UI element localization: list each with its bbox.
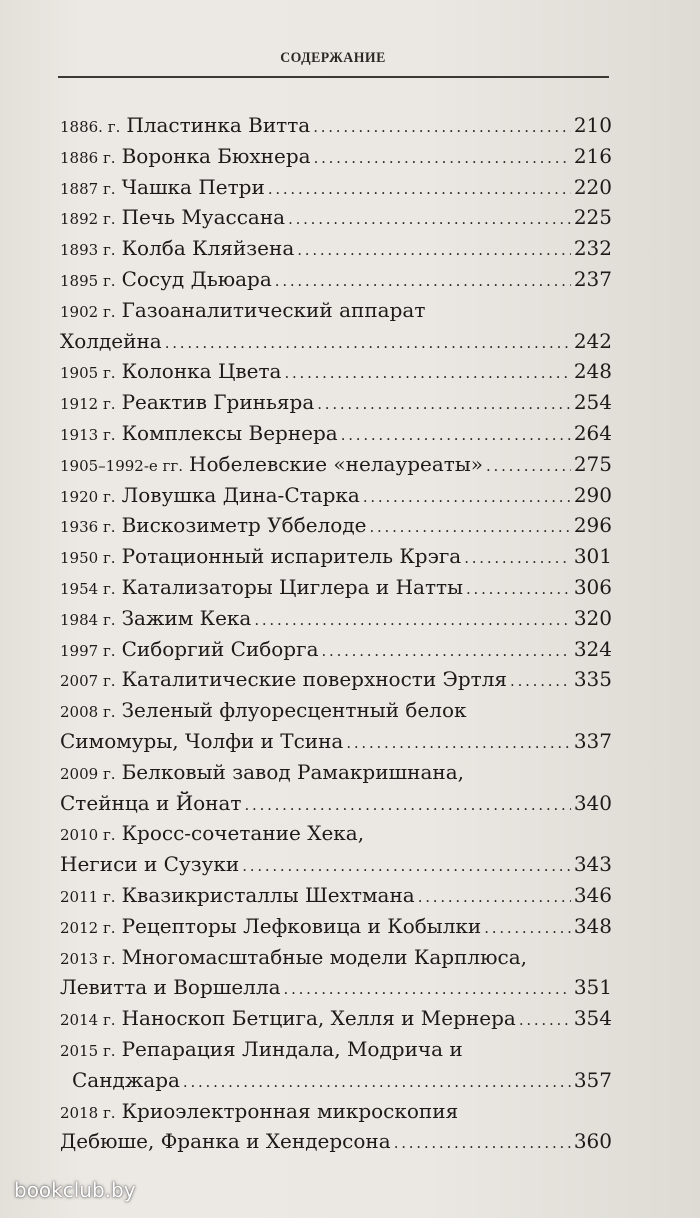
- toc-line: [60, 818, 612, 849]
- toc-page-number: 351: [573, 975, 612, 1000]
- toc-line: [60, 449, 612, 480]
- toc-line: [60, 172, 612, 203]
- toc-line: [60, 634, 612, 665]
- toc-year: 1913 г.: [60, 425, 116, 444]
- toc-title: Пластинка Витта: [126, 113, 311, 137]
- toc-line: [60, 233, 612, 264]
- toc-title: Сосуд Дьюара: [121, 266, 272, 291]
- dot-leader: [510, 666, 571, 697]
- dot-leader: [254, 605, 570, 636]
- toc-entry: [60, 942, 612, 1004]
- toc-entry: [60, 664, 612, 695]
- toc-title: Холдейна: [60, 328, 162, 353]
- toc-year: 1905 г.: [60, 364, 116, 383]
- dot-leader: [268, 174, 571, 205]
- toc-line: [60, 1126, 612, 1157]
- dot-leader: [284, 358, 570, 389]
- toc-page-number: 343: [573, 852, 612, 877]
- toc-line: [60, 541, 612, 572]
- dot-leader: [464, 543, 571, 574]
- toc-entry: [60, 141, 612, 172]
- toc-page-number: 354: [573, 1006, 612, 1031]
- dot-leader: [275, 266, 571, 297]
- dot-leader: [346, 728, 570, 759]
- dot-leader: [484, 913, 571, 944]
- toc-year: 1912 г.: [60, 395, 116, 414]
- toc-line: [60, 326, 612, 357]
- toc-page-number: 348: [573, 913, 612, 938]
- toc-year: 2008 г.: [60, 703, 116, 722]
- toc-page-number: 242: [573, 328, 612, 353]
- toc-title: Комплексы Вернера: [121, 420, 338, 445]
- toc-entry: [60, 911, 612, 942]
- toc-entry: [60, 572, 612, 603]
- dot-leader: [314, 143, 571, 174]
- toc-title: Белковый завод Рамакришнана,: [121, 759, 464, 784]
- toc-line: [60, 726, 612, 757]
- toc-page-number: 290: [573, 482, 612, 507]
- toc-entry: [60, 295, 612, 357]
- toc-year: 2010 г.: [60, 826, 116, 845]
- toc-entry: [60, 880, 612, 911]
- toc-line: [60, 664, 612, 695]
- toc-title: Кросс-сочетание Хека,: [121, 821, 365, 846]
- toc-entry: [60, 449, 612, 480]
- toc-line: [60, 911, 612, 942]
- toc-entry: [60, 1034, 612, 1096]
- toc-title: Наноскоп Бетцига, Хелля и Мернера: [121, 1006, 516, 1031]
- toc-title: Дебюше, Франка и Хендерсона: [60, 1129, 391, 1154]
- dot-leader: [242, 851, 571, 882]
- toc-title: Квазикристаллы Шехтмана: [121, 882, 415, 907]
- toc-page-number: 210: [573, 113, 612, 137]
- toc-line: [60, 788, 612, 819]
- dot-leader: [486, 451, 571, 482]
- toc-title: Ловушка Дина-Старка: [121, 482, 360, 507]
- toc-entry: [60, 818, 612, 880]
- toc-page-number: 340: [573, 790, 612, 815]
- dot-leader: [313, 112, 571, 143]
- toc-title: Чашка Петри: [121, 174, 265, 199]
- dot-leader: [466, 574, 571, 605]
- toc-title: Негиси и Сузуки: [60, 852, 240, 877]
- toc-year: 1936 г.: [60, 518, 116, 537]
- toc-line: [60, 1003, 612, 1034]
- toc-page-number: 337: [573, 728, 612, 753]
- dot-leader: [394, 1128, 571, 1159]
- toc-line: [60, 757, 612, 788]
- toc-page-number: 360: [573, 1129, 612, 1154]
- toc-title: Сиборгий Сиборга: [121, 636, 319, 661]
- toc-title: Санджара: [72, 1067, 180, 1092]
- dot-leader: [284, 974, 571, 1005]
- dot-leader: [519, 1005, 571, 1036]
- toc-title: Стейнца и Йонат: [60, 790, 242, 815]
- toc-page-number: 275: [573, 451, 612, 476]
- toc-entry: [60, 356, 612, 387]
- toc-line: [60, 202, 612, 233]
- toc-line: [60, 418, 612, 449]
- toc-title: Ротационный испаритель Крэга: [121, 544, 462, 569]
- toc-entry: [60, 110, 612, 141]
- toc-page-number: 220: [573, 174, 612, 199]
- toc-title: Реактив Гриньяра: [121, 390, 315, 415]
- toc-page-number: 357: [573, 1067, 612, 1092]
- toc-line: [60, 510, 612, 541]
- toc-year: 1920 г.: [60, 487, 116, 506]
- toc-line: [60, 603, 612, 634]
- toc-line: [60, 849, 612, 880]
- table-of-contents: [60, 110, 612, 1157]
- toc-page-number: 264: [573, 420, 612, 445]
- dot-leader: [165, 328, 571, 359]
- toc-year: 1997 г.: [60, 641, 116, 660]
- toc-entry: [60, 418, 612, 449]
- toc-title: Колба Кляйзена: [121, 236, 295, 261]
- toc-title: Газоаналитический аппарат: [121, 297, 426, 322]
- toc-page-number: 296: [573, 513, 612, 538]
- dot-leader: [341, 420, 571, 451]
- toc-line: [60, 880, 612, 911]
- dot-leader: [183, 1067, 571, 1098]
- toc-line: [60, 572, 612, 603]
- toc-page-number: 254: [573, 390, 612, 415]
- toc-title: Симомуры, Чолфи и Тсина: [60, 728, 344, 753]
- toc-title: Воронка Бюхнера: [121, 143, 311, 168]
- toc-page-number: 320: [573, 605, 612, 630]
- toc-title: Рецепторы Лефковица и Кобылки: [121, 913, 482, 938]
- dot-leader: [369, 512, 570, 543]
- toc-year: 2009 г.: [60, 764, 116, 783]
- toc-page-number: 306: [573, 574, 612, 599]
- toc-title: Нобелевские «нелауреаты»: [189, 451, 484, 476]
- toc-year: 2018 г.: [60, 1103, 116, 1122]
- toc-entry: [60, 510, 612, 541]
- toc-page-number: 301: [573, 544, 612, 569]
- toc-page-number: 225: [573, 205, 612, 230]
- toc-entry: [60, 202, 612, 233]
- toc-line: [60, 1034, 612, 1065]
- toc-title: Репарация Линдала, Модрича и: [121, 1036, 463, 1061]
- toc-line: [60, 356, 612, 387]
- header-rule: [58, 76, 609, 78]
- toc-year: 1905–1992-е гг.: [60, 456, 184, 475]
- toc-year: 1954 г.: [60, 579, 116, 598]
- toc-title: Многомасштабные модели Карплюса,: [121, 944, 527, 969]
- toc-page-number: 237: [573, 266, 612, 291]
- toc-year: 1892 г.: [60, 210, 116, 229]
- toc-entry: [60, 480, 612, 511]
- toc-title: Катализаторы Циглера и Натты: [121, 574, 463, 599]
- toc-page-number: 232: [573, 236, 612, 261]
- toc-year: 1886 г.: [60, 148, 116, 167]
- toc-title: Вискозиметр Уббелоде: [121, 513, 367, 538]
- toc-year: 1893 г.: [60, 241, 116, 260]
- toc-title: Левитта и Воршелла: [60, 975, 281, 1000]
- toc-entry: [60, 695, 612, 757]
- toc-entry: [60, 172, 612, 203]
- toc-line: [60, 264, 612, 295]
- toc-title: Каталитические поверхности Эртля: [121, 667, 508, 692]
- toc-line: [60, 480, 612, 511]
- toc-line: [60, 1096, 612, 1127]
- toc-title: Печь Муассана: [121, 205, 286, 230]
- toc-year: 1902 г.: [60, 302, 116, 321]
- toc-year: 1950 г.: [60, 549, 116, 568]
- toc-line: [60, 387, 612, 418]
- toc-entry: [60, 603, 612, 634]
- toc-line: [60, 942, 612, 973]
- toc-year: 2011 г.: [60, 887, 116, 906]
- watermark-text: bookclub.by: [14, 1178, 136, 1202]
- toc-entry: [60, 264, 612, 295]
- running-header: [58, 50, 608, 67]
- toc-entry: [60, 541, 612, 572]
- toc-year: 2013 г.: [60, 949, 116, 968]
- toc-year: 1887 г.: [60, 179, 116, 198]
- dot-leader: [288, 204, 571, 235]
- toc-entry: [60, 634, 612, 665]
- toc-page-number: 335: [573, 667, 612, 692]
- toc-line: [60, 110, 612, 141]
- toc-title: Колонка Цвета: [121, 359, 282, 384]
- dot-leader: [418, 882, 571, 913]
- toc-year: 1895 г.: [60, 271, 116, 290]
- toc-entry: [60, 233, 612, 264]
- dot-leader: [322, 636, 571, 667]
- toc-year: 2014 г.: [60, 1011, 116, 1030]
- toc-year: 2015 г.: [60, 1041, 116, 1060]
- toc-line: [60, 972, 612, 1003]
- toc-entry: [60, 1096, 612, 1158]
- toc-page-number: 324: [573, 636, 612, 661]
- toc-title: Зажим Кека: [121, 605, 252, 630]
- toc-year: 2007 г.: [60, 672, 116, 691]
- toc-year: 1984 г.: [60, 610, 116, 629]
- toc-entry: [60, 757, 612, 819]
- toc-line: [60, 295, 612, 326]
- dot-leader: [297, 235, 571, 266]
- dot-leader: [245, 790, 571, 821]
- dot-leader: [363, 482, 571, 513]
- toc-line: [60, 1065, 612, 1096]
- toc-year: 2012 г.: [60, 918, 116, 937]
- toc-line: [60, 695, 612, 726]
- toc-year: 1886. г.: [60, 118, 121, 136]
- toc-entry: [60, 387, 612, 418]
- toc-line: [60, 141, 612, 172]
- toc-page-number: 248: [573, 359, 612, 384]
- dot-leader: [317, 389, 571, 420]
- toc-page-number: 346: [573, 882, 612, 907]
- toc-entry: [60, 1003, 612, 1034]
- toc-title: Зеленый флуоресцентный белок: [121, 698, 467, 723]
- toc-title: Криоэлектронная микроскопия: [121, 1098, 459, 1123]
- header-title: СОДЕРЖАНИЕ: [280, 50, 386, 66]
- toc-page-number: 216: [573, 143, 612, 168]
